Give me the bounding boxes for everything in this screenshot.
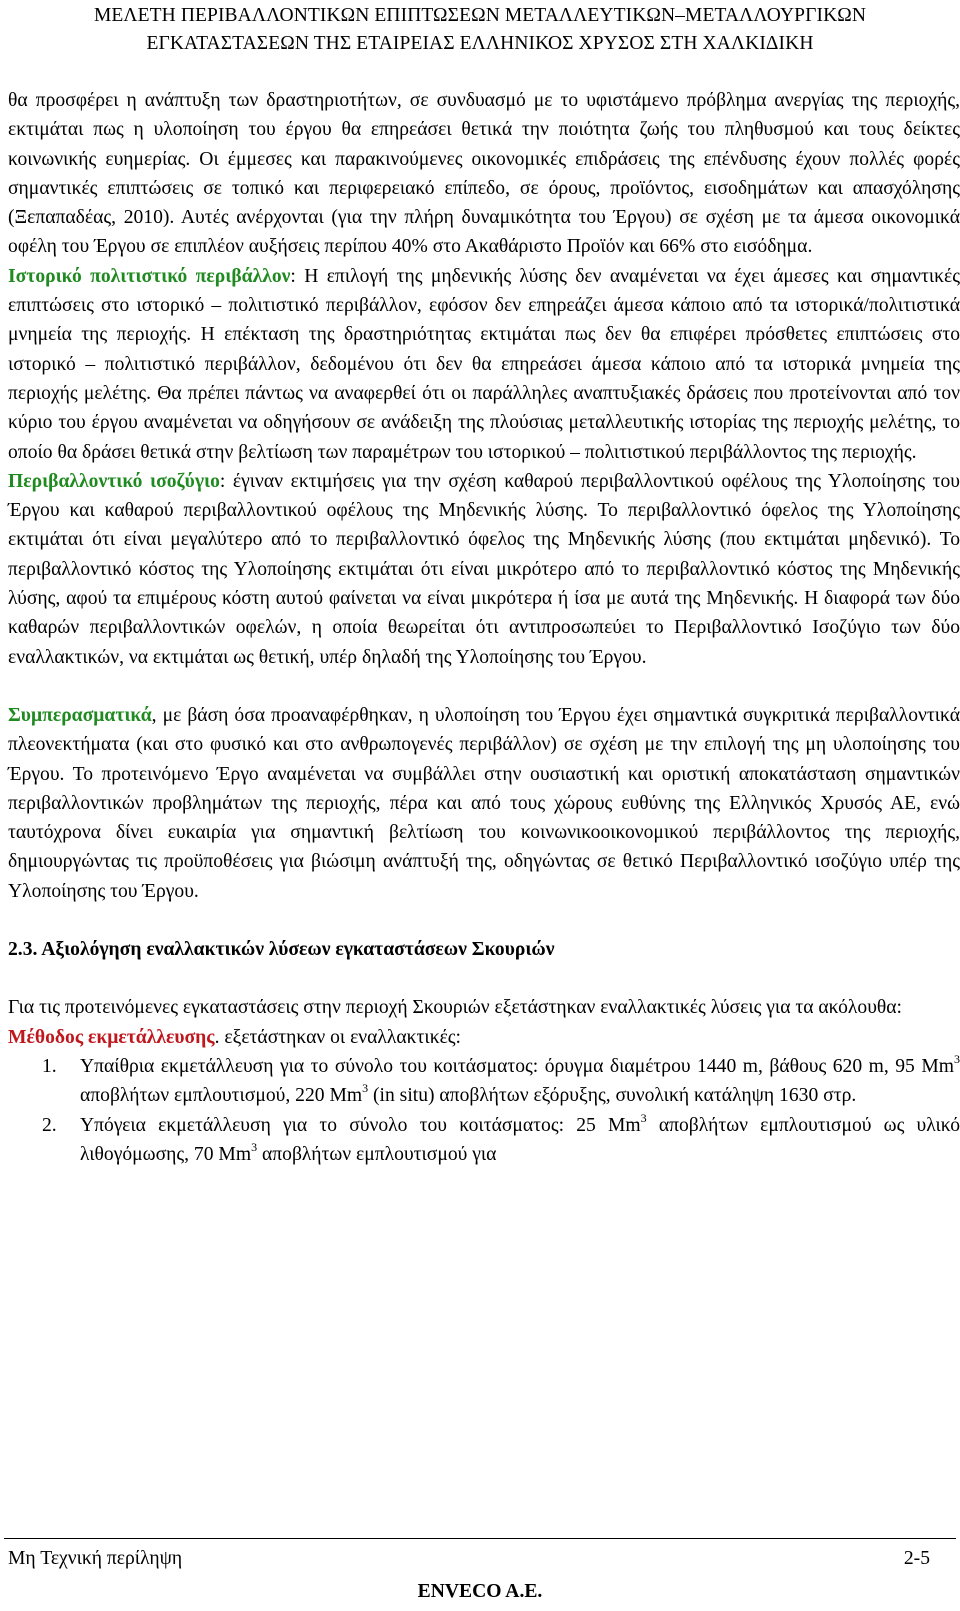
balance-text: : έγιναν εκτιμήσεις για την σχέση καθαρού περιβαλλοντικού οφέλους της Υλοποίησης του Έργου και καθαρού περιβαλλοντικού οφέλους της Μηδενικής λύσης. Το περιβαλλοντικό όφελος της Υλοποίησης εκτιμάται ότι είναι μεγαλύτερο από το περιβαλλοντικό όφελος της Μηδενικής λύσης (που εκτιμάται μηδενικό). Το περιβαλλοντικό κόστος της Υλοποίησης εκτιμάται ότι είναι μικρότερο από το περιβαλλοντικό κόστος της Μηδενικής λύσης, αφού τα επιμέρους κόστη αυτού φαίνεται να είναι μικρότερα ή ίσα με αυτά της Μηδενικής. Η διαφορά των δύο καθαρών περιβαλλοντικών οφελών, η οποία θεωρείται ότι αντιπροσωπεύει το Περιβαλλοντικό Ισοζύγιο των δύο εναλλακτικών, να εκτιμάται ως θετική, υπέρ δηλαδή της Υλοποίησης του Έργου. bbox=[8, 470, 960, 668]
footer-divider bbox=[4, 1538, 956, 1539]
paragraph-balance bbox=[8, 467, 960, 672]
paragraph-alternatives-intro: Για τις προτεινόμενες εγκαταστάσεις στην περιοχή Σκουριών εξετάστηκαν εναλλακτικές λύσεις για τα ακόλουθα: bbox=[8, 997, 902, 1019]
list-text: Υπαίθρια εκμετάλλευση για το σύνολο του κοιτάσματος: όρυγμα διαμέτρου 1440 m, βάθους 620 m, 95 Mm bbox=[80, 1055, 954, 1077]
list-item bbox=[8, 1052, 960, 1111]
page-header bbox=[0, 2, 960, 58]
balance-heading: Περιβαλλοντικό ισοζύγιο bbox=[8, 470, 220, 492]
header-line-2: ΕΓΚΑΤΑΣΤΑΣΕΩΝ ΤΗΣ ΕΤΑΙΡΕΙΑΣ ΕΛΛΗΝΙΚΟΣ ΧΡΥΣΟΣ ΣΤΗ ΧΑΛΚΙΔΙΚΗ bbox=[146, 33, 814, 54]
footer-company: ENVECO A.E. bbox=[417, 1581, 543, 1602]
page-number: 2-5 bbox=[903, 1548, 930, 1569]
list-text: αποβλήτων εμπλουτισμού για bbox=[257, 1143, 497, 1165]
list-text: αποβλήτων εμπλουτισμού ως υλικό λιθογόμωσης, 70 Mm bbox=[80, 1114, 960, 1165]
method-text: . εξετάστηκαν οι εναλλακτικές: bbox=[214, 1026, 462, 1048]
list-item bbox=[8, 1111, 960, 1170]
header-line-1: ΜΕΛΕΤΗ ΠΕΡΙΒΑΛΛΟΝΤΙΚΩΝ ΕΠΙΠΤΩΣΕΩΝ ΜΕΤΑΛΛΕΥΤΙΚΩΝ–ΜΕΤΑΛΛΟΥΡΓΙΚΩΝ bbox=[93, 5, 867, 26]
alternatives-list bbox=[8, 1052, 960, 1169]
paragraph-cultural bbox=[8, 262, 960, 467]
superscript: 3 bbox=[640, 1110, 647, 1125]
list-text: αποβλήτων εμπλουτισμού, 220 Mm bbox=[80, 1085, 363, 1107]
conclusion-heading: Συμπερασματικά bbox=[8, 704, 152, 726]
list-text: (in situ) αποβλήτων εξόρυξης, συνολική κατάληψη 1630 στρ. bbox=[368, 1085, 857, 1107]
section-title: 2.3. Αξιολόγηση εναλλακτικών λύσεων εγκαταστάσεων Σκουριών bbox=[8, 939, 555, 961]
superscript: 3 bbox=[954, 1051, 960, 1066]
method-heading: Μέθοδος εκμετάλλευσης bbox=[8, 1026, 215, 1048]
superscript: 3 bbox=[251, 1139, 258, 1154]
superscript: 3 bbox=[362, 1081, 369, 1096]
paragraph-conclusion bbox=[8, 701, 960, 906]
list-text: Υπόγεια εκμετάλλευση για το σύνολο του κοιτάσματος: 25 Mm bbox=[80, 1114, 641, 1136]
footer-document-label: Μη Τεχνική περίληψη bbox=[8, 1548, 183, 1569]
paragraph-method bbox=[8, 1023, 960, 1052]
document-body bbox=[8, 86, 960, 1169]
paragraph-social: θα προσφέρει η ανάπτυξη των δραστηριοτήτων, σε συνδυασμό με το υφιστάμενο πρόβλημα ανεργίας της περιοχής, εκτιμάται πως η υλοποίηση του έργου θα επηρεάσει θετικά την ποιότητα ζωής του πληθυσμού και τους δείκτες κοινωνικής ευημερίας. Οι έμμεσες και παρακινούμενες οικονομικές επιδράσεις της επένδυσης έχουν πολλές φορές σημαντικές επιπτώσεις σε τοπικό και περιφερειακό επίπεδο, σε όρους, προϊόντος, εισοδημάτων και απασχόλησης (Ξεπαπαδέας, 2010). Αυτές ανέρχονται (για την πλήρη δυναμικότητα του Έργου) σε σχέση με τα άμεσα οικονομικά οφέλη του Έργου σε επιπλέον αυξήσεις περίπου 40% στο Ακαθάριστο Προϊόν και 66% στο εισόδημα. bbox=[8, 90, 960, 258]
cultural-text: : Η επιλογή της μηδενικής λύσης δεν αναμένεται να έχει άμεσες και σημαντικές επιπτώσεις στο ιστορικό – πολιτιστικό περιβάλλον, εφόσον δεν επηρεάζει άμεσα κάποιο από τα ιστορικά/πολιτιστικά μνημεία της περιοχής. Η επέκταση της δραστηριότητας εκτιμάται πως δεν θα επιφέρει πρόσθετες επιπτώσεις στο ιστορικό – πολιτιστικό περιβάλλον, δεδομένου ότι δεν θα επηρεάσει άμεσα κάποιο από τα ιστορικά μνημεία της περιοχής μελέτης. Θα πρέπει πάντως να αναφερθεί ότι οι παράλληλες αναπτυξιακές δράσεις που προτείνονται από τον κύριο του έργου αναμένεται να οδηγήσουν σε ανάδειξη της πλούσιας μεταλλευτικής ιστορίας της περιοχής μελέτης, το οποίο θα δράσει θετικά στην βελτίωση των παραμέτρων του ιστορικού – πολιτιστικού περιβάλλοντος της περιοχής. bbox=[8, 265, 960, 463]
list-number: 2. bbox=[42, 1114, 57, 1136]
cultural-heading: Ιστορικό πολιτιστικό περιβάλλον bbox=[8, 265, 291, 287]
list-number: 1. bbox=[42, 1055, 57, 1077]
conclusion-text: , με βάση όσα προαναφέρθηκαν, η υλοποίηση του Έργου έχει σημαντικά συγκριτικά περιβαλλοντικά πλεονεκτήματα (και στο φυσικό και στο ανθρωπογενές περιβάλλον) σε σχέση με την επιλογή της μη υλοποίησης του Έργου. Το προτεινόμενο Έργο αναμένεται να συμβάλλει στην ουσιαστική και οριστική αποκατάσταση σημαντικών περιβαλλοντικών προβλημάτων της περιοχής, πέρα και από τους χώρους ευθύνης της Ελληνικός Χρυσός ΑΕ, ενώ ταυτόχρονα δίνει ευκαιρία για σημαντική βελτίωση του κοινωνικοοικονομικού περιβάλλοντος της περιοχής, δημιουργώντας τις προϋποθέσεις για βιώσιμη ανάπτυξή της, οδηγώντας σε θετικό Περιβαλλοντικό ισοζύγιο υπέρ της Υλοποίησης του Έργου. bbox=[8, 704, 960, 902]
